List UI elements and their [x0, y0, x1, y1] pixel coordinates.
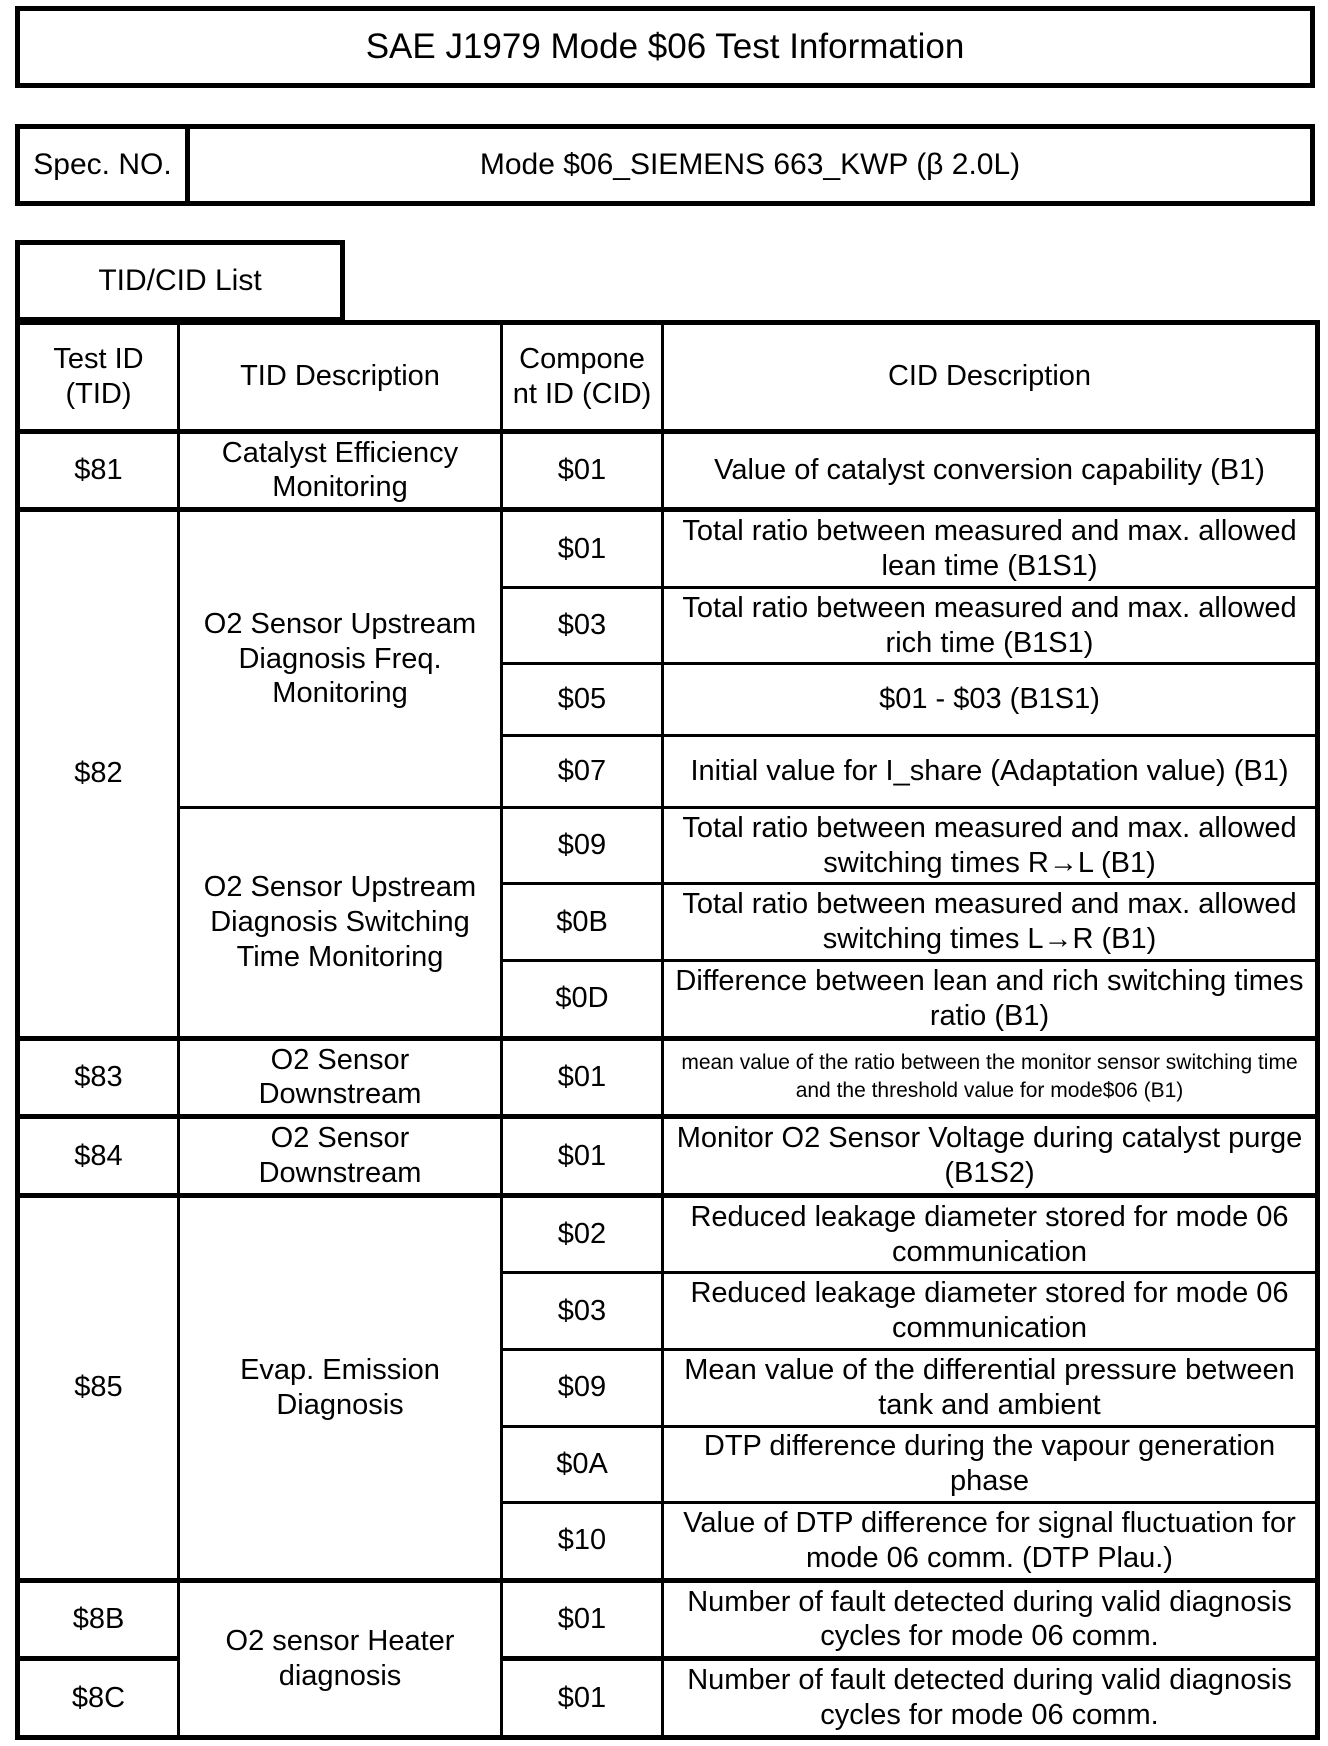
cid-cell: $09 [502, 1349, 663, 1426]
spec-number-box [15, 124, 1315, 206]
cid-description-cell: Total ratio between measured and max. allowed rich time (B1S1) [663, 587, 1318, 664]
cid-description-cell: Difference between lean and rich switching times ratio (B1) [663, 960, 1318, 1038]
tid-description-cell: O2 Sensor Downstream [179, 1117, 502, 1196]
tid-cell: $8B [18, 1580, 179, 1659]
cid-description-cell: Mean value of the differential pressure between tank and ambient [663, 1349, 1318, 1426]
cid-cell: $02 [502, 1195, 663, 1273]
cid-description-cell: Total ratio between measured and max. allowed switching times L→R (B1) [663, 884, 1318, 961]
cid-description-cell: mean value of the ratio between the monitor sensor switching time and the threshold value for mode$06 (B1) [663, 1038, 1318, 1117]
table-row [18, 807, 1318, 884]
cid-description-cell: $01 - $03 (B1S1) [663, 664, 1318, 736]
spec-number-value: Mode $06_SIEMENS 663_KWP (β 2.0L) [479, 148, 1021, 181]
cid-description-cell: Value of DTP difference for signal fluctuation for mode 06 comm. (DTP Plau.) [663, 1503, 1318, 1581]
cid-cell: $01 [502, 510, 663, 588]
table-row [18, 1038, 1318, 1117]
spec-number-label: Spec. NO. [20, 129, 190, 201]
table-row [18, 1195, 1318, 1273]
cid-description-cell: Total ratio between measured and max. allowed lean time (B1S1) [663, 510, 1318, 588]
table-header-row [18, 323, 1318, 432]
tid-description-cell: Evap. Emission Diagnosis [179, 1195, 502, 1580]
cid-description-cell: Value of catalyst conversion capability (B1) [663, 431, 1318, 510]
header-component-id: Compone nt ID (CID) [502, 323, 663, 432]
tid-description-cell: O2 Sensor Upstream Diagnosis Freq. Monitoring [179, 510, 502, 808]
cid-cell: $0B [502, 884, 663, 961]
cid-description-cell: Number of fault detected during valid diagnosis cycles for mode 06 comm. [663, 1659, 1318, 1738]
header-test-id: Test ID (TID) [18, 323, 179, 432]
tid-cell: $82 [18, 510, 179, 1038]
tid-cell: $8C [18, 1659, 179, 1738]
tid-cid-table [15, 320, 1320, 1740]
cid-cell: $03 [502, 587, 663, 664]
cid-cell: $09 [502, 807, 663, 884]
cid-description-cell: DTP difference during the vapour generation phase [663, 1426, 1318, 1503]
cid-cell: $01 [502, 1659, 663, 1738]
tid-cid-list-label: TID/CID List [15, 240, 345, 322]
cid-cell: $01 [502, 1117, 663, 1196]
tid-description-cell: O2 Sensor Upstream Diagnosis Switching Time Monitoring [179, 807, 502, 1038]
cid-cell: $10 [502, 1503, 663, 1581]
cid-cell: $01 [502, 1038, 663, 1117]
cid-description-cell: Total ratio between measured and max. allowed switching times R→L (B1) [663, 807, 1318, 884]
cid-description-cell: Monitor O2 Sensor Voltage during catalyst purge (B1S2) [663, 1117, 1318, 1196]
table-row [18, 431, 1318, 510]
cid-cell: $07 [502, 736, 663, 808]
header-cid-description: CID Description [663, 323, 1318, 432]
cid-cell: $0D [502, 960, 663, 1038]
table-row [18, 1580, 1318, 1659]
table-row [18, 510, 1318, 588]
tid-cell: $84 [18, 1117, 179, 1196]
cid-description-cell: Reduced leakage diameter stored for mode 06 communication [663, 1195, 1318, 1273]
cid-cell: $0A [502, 1426, 663, 1503]
tid-description-cell: O2 Sensor Downstream [179, 1038, 502, 1117]
tid-cell: $81 [18, 431, 179, 510]
header-tid-description: TID Description [179, 323, 502, 432]
cid-cell: $05 [502, 664, 663, 736]
cid-description-cell: Reduced leakage diameter stored for mode 06 communication [663, 1273, 1318, 1350]
tid-description-cell: Catalyst Efficiency Monitoring [179, 431, 502, 510]
cid-description-cell: Number of fault detected during valid diagnosis cycles for mode 06 comm. [663, 1580, 1318, 1659]
cid-cell: $01 [502, 1580, 663, 1659]
document-title: SAE J1979 Mode $06 Test Information [15, 6, 1315, 88]
cid-description-cell: Initial value for I_share (Adaptation value) (B1) [663, 736, 1318, 808]
cid-cell: $03 [502, 1273, 663, 1350]
tid-cell: $83 [18, 1038, 179, 1117]
tid-description-cell: O2 sensor Heater diagnosis [179, 1580, 502, 1737]
table-row [18, 1117, 1318, 1196]
cid-cell: $01 [502, 431, 663, 510]
tid-cell: $85 [18, 1195, 179, 1580]
